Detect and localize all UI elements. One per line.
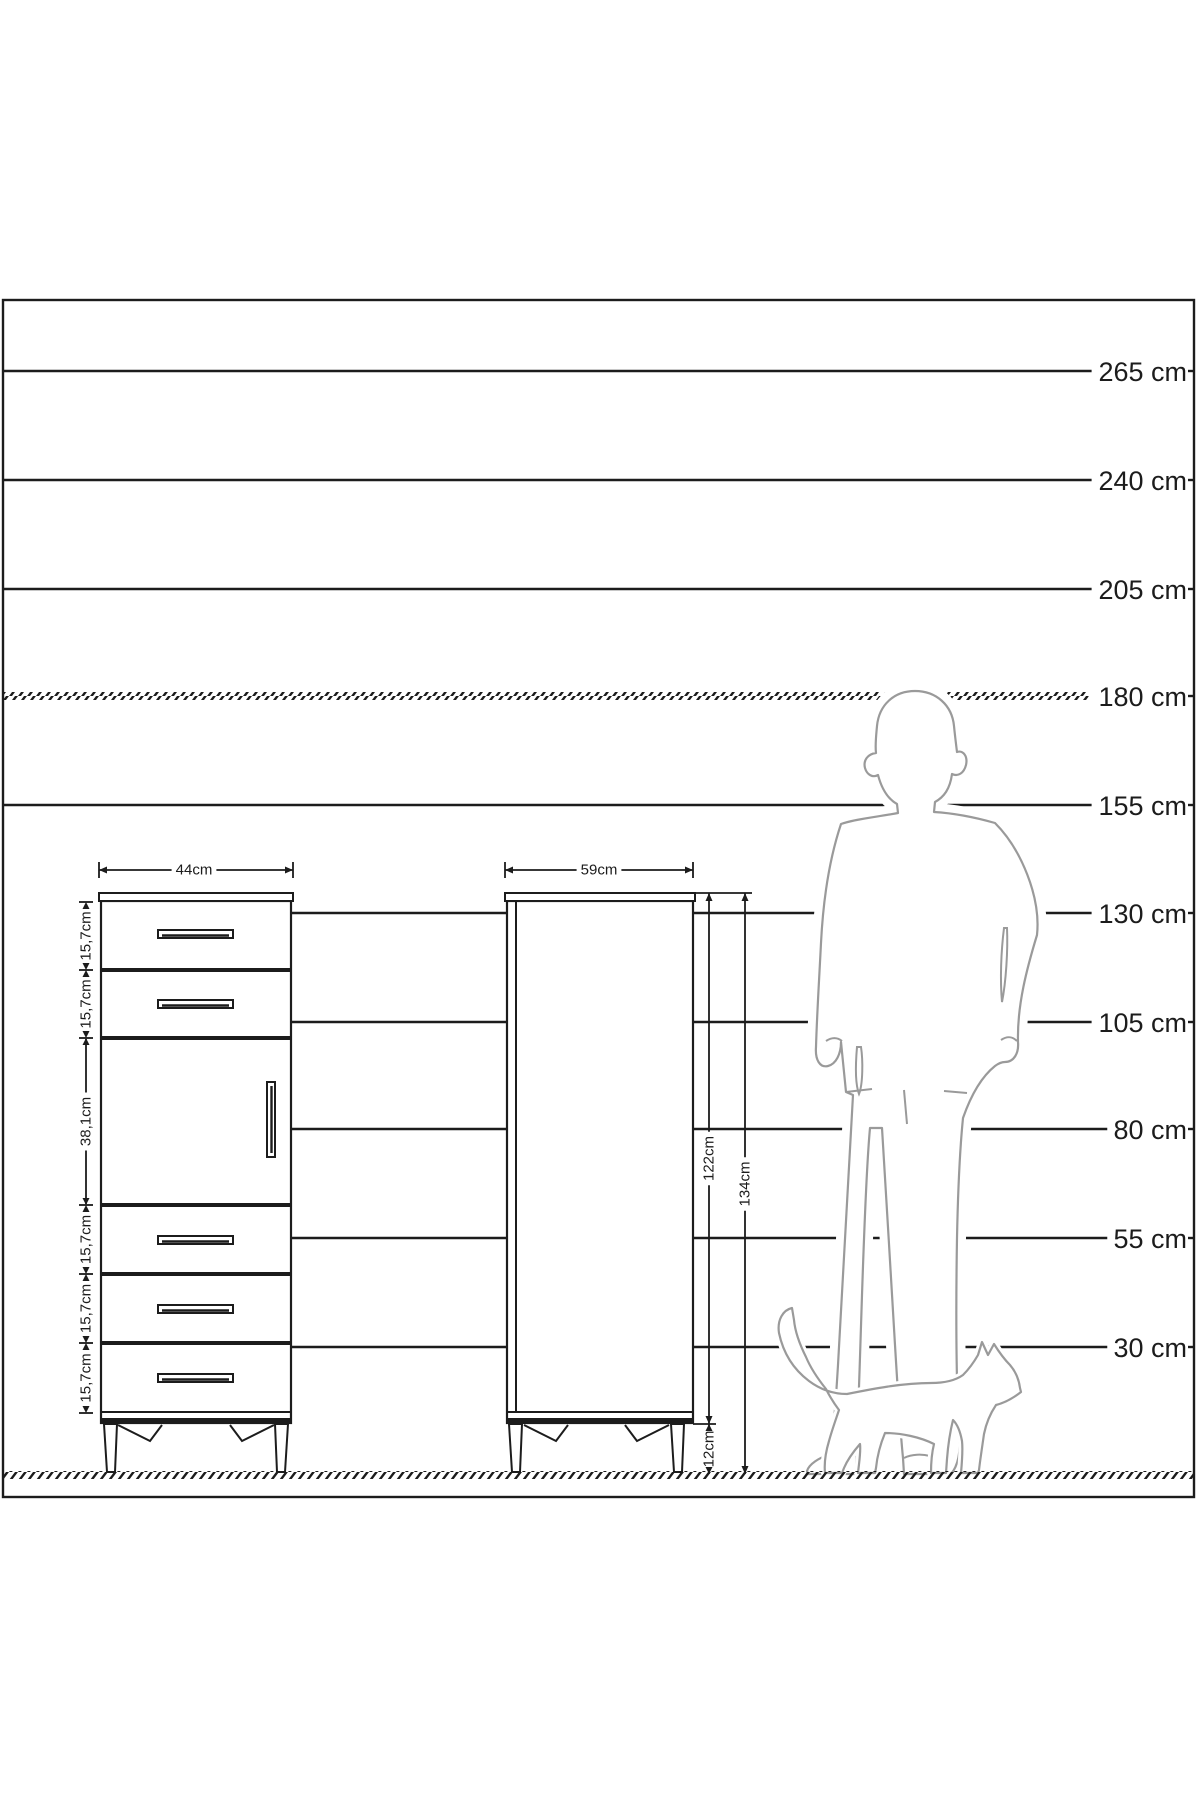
height-label-130: 130 cm bbox=[1098, 899, 1187, 929]
height-label-80: 80 cm bbox=[1113, 1115, 1187, 1145]
ground-hatch bbox=[4, 1471, 1193, 1479]
front-width-dimension bbox=[99, 862, 293, 879]
section-label: 15,7cm bbox=[77, 911, 95, 961]
height-label-180: 180 cm bbox=[1098, 682, 1187, 712]
section-label: 15,7cm bbox=[77, 1283, 95, 1334]
scale-row-205 bbox=[4, 575, 1193, 605]
scale-row-265 bbox=[4, 357, 1193, 387]
section-label: 15,7cm bbox=[77, 1214, 95, 1265]
height-label-265: 265 cm bbox=[1098, 357, 1187, 387]
leg-height-label: 12cm bbox=[700, 1430, 718, 1468]
height-label-155: 155 cm bbox=[1098, 791, 1187, 821]
cabinet-legs bbox=[509, 1424, 684, 1472]
cabinet-top-board bbox=[505, 893, 695, 901]
drawer-handle bbox=[158, 1000, 233, 1008]
door-handle bbox=[267, 1082, 275, 1157]
section-label: 38,1cm bbox=[77, 1096, 95, 1147]
height-label-55: 55 cm bbox=[1113, 1224, 1187, 1254]
ground-line bbox=[4, 1471, 1193, 1479]
scale-row-130 bbox=[292, 899, 1193, 929]
scale-row-105 bbox=[292, 1008, 1193, 1038]
height-label-205: 205 cm bbox=[1098, 575, 1187, 605]
height-label-240: 240 cm bbox=[1098, 466, 1187, 496]
cabinet-top-board bbox=[99, 893, 293, 901]
drawer-handle bbox=[158, 1374, 233, 1382]
scale-row-155 bbox=[4, 791, 1193, 821]
middle-cabinet-side-view bbox=[505, 893, 695, 1472]
drawer-handle bbox=[158, 1236, 233, 1244]
front-width-label: 44cm bbox=[175, 861, 213, 879]
side-width-label: 59cm bbox=[580, 861, 618, 879]
scale-row-30 bbox=[292, 1333, 1193, 1363]
height-label-30: 30 cm bbox=[1113, 1333, 1187, 1363]
height-dimensions bbox=[693, 893, 754, 1474]
scale-row-55 bbox=[292, 1224, 1193, 1254]
total-height-label: 134cm bbox=[736, 1161, 754, 1207]
drawer-handle bbox=[158, 930, 233, 938]
body-height-label: 122cm bbox=[700, 1135, 718, 1182]
section-label: 15,7cm bbox=[77, 979, 95, 1029]
scale-row-180 bbox=[4, 682, 1193, 712]
side-width-dimension bbox=[505, 862, 693, 879]
cabinet-body bbox=[507, 901, 693, 1423]
drawer-handle bbox=[158, 1305, 233, 1313]
cabinet-legs bbox=[104, 1424, 288, 1472]
scale-row-80 bbox=[292, 1115, 1193, 1145]
section-label: 15,7cm bbox=[77, 1353, 95, 1403]
left-cabinet-front-view bbox=[99, 893, 293, 1472]
front-section-dimensions bbox=[78, 902, 95, 1413]
height-label-105: 105 cm bbox=[1098, 1008, 1187, 1038]
scale-row-240 bbox=[4, 466, 1193, 496]
